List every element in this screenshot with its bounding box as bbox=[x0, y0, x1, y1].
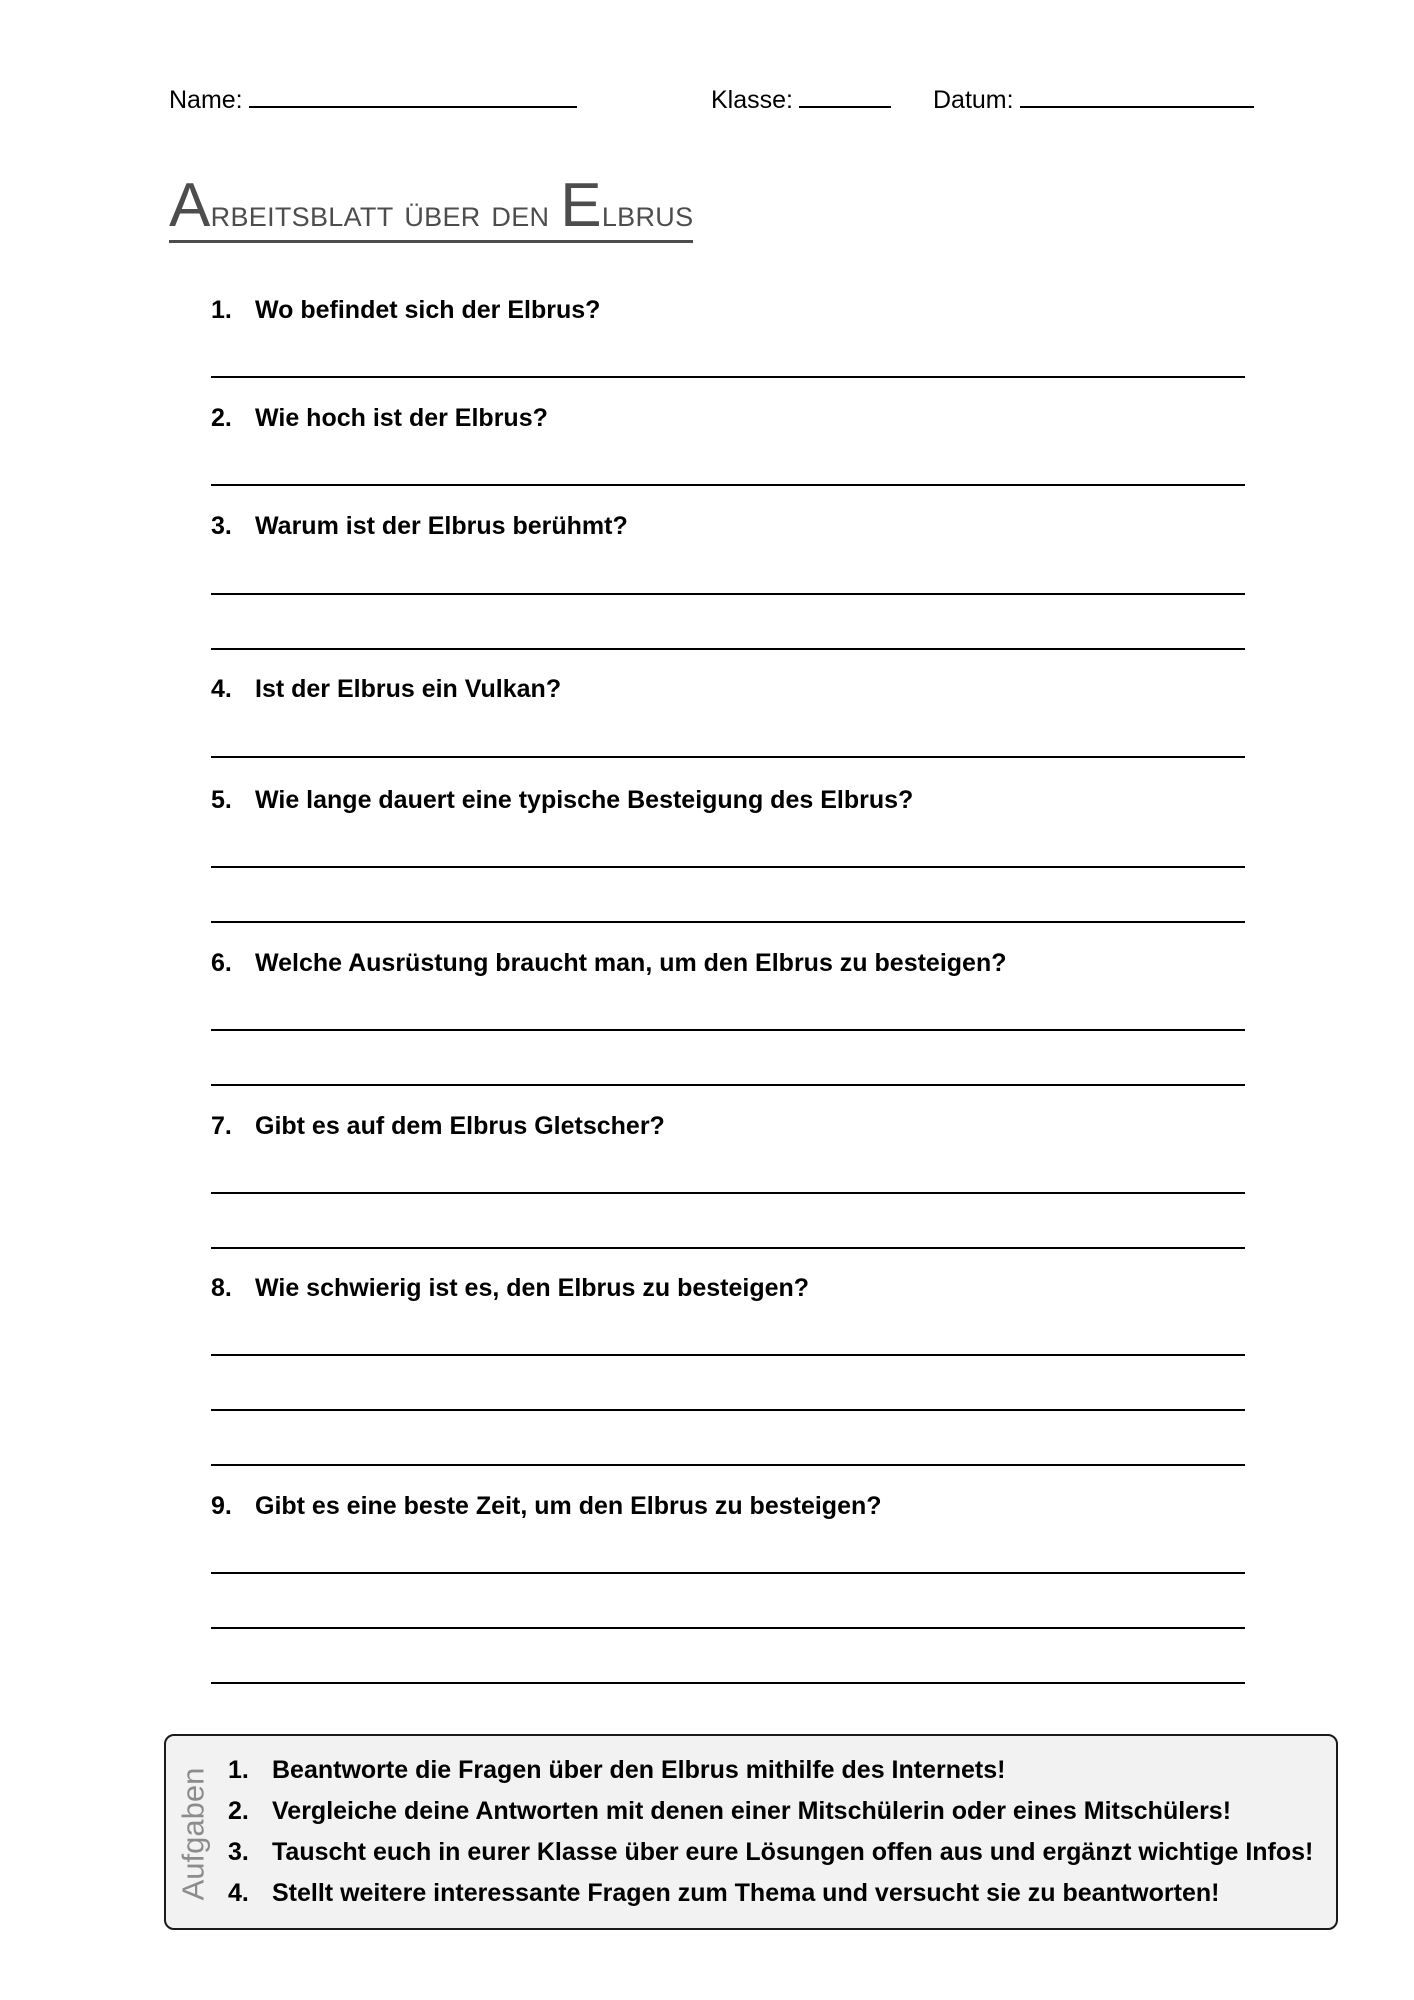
title-capital: E bbox=[560, 171, 602, 240]
answer-line[interactable] bbox=[211, 1084, 1245, 1086]
question-text: Wie hoch ist der Elbrus? bbox=[255, 404, 548, 432]
name-label: Name: bbox=[169, 86, 243, 114]
question-number: 9. bbox=[211, 1492, 232, 1520]
tasks-label-text: Aufgaben bbox=[175, 1767, 211, 1901]
task-number: 4. bbox=[228, 1879, 249, 1907]
question-number: 8. bbox=[211, 1274, 232, 1302]
question-8 bbox=[211, 1274, 809, 1303]
tasks-side-label bbox=[174, 1748, 212, 1920]
title-text: rbeitsblatt über den bbox=[210, 193, 561, 235]
answer-line[interactable] bbox=[211, 1247, 1245, 1249]
task-list bbox=[228, 1750, 1313, 1914]
question-text: Welche Ausrüstung braucht man, um den Elbrus zu besteigen? bbox=[255, 949, 1007, 977]
question-number: 4. bbox=[211, 675, 232, 703]
task-text: Vergleiche deine Antworten mit denen einer Mitschülerin oder eines Mitschülers! bbox=[272, 1797, 1232, 1825]
answer-line[interactable] bbox=[211, 1029, 1245, 1031]
question-2 bbox=[211, 404, 548, 433]
question-text: Wie schwierig ist es, den Elbrus zu besteigen? bbox=[255, 1274, 810, 1302]
question-text: Warum ist der Elbrus berühmt? bbox=[255, 512, 628, 540]
task-text: Stellt weitere interessante Fragen zum Thema und versucht sie zu beantworten! bbox=[272, 1879, 1220, 1907]
answer-line[interactable] bbox=[211, 921, 1245, 923]
task-number: 1. bbox=[228, 1756, 249, 1784]
question-number: 6. bbox=[211, 949, 232, 977]
title-capital: A bbox=[169, 171, 211, 240]
task-text: Tauscht euch in eurer Klasse über eure Lösungen offen aus und ergänzt wichtige Infos! bbox=[272, 1838, 1314, 1866]
task-item bbox=[228, 1832, 1313, 1873]
answer-line[interactable] bbox=[211, 1192, 1245, 1194]
task-item bbox=[228, 1791, 1313, 1832]
question-number: 2. bbox=[211, 404, 232, 432]
answer-line[interactable] bbox=[211, 756, 1245, 758]
question-text: Gibt es eine beste Zeit, um den Elbrus zu besteigen? bbox=[255, 1492, 882, 1520]
question-3 bbox=[211, 512, 628, 541]
question-9 bbox=[211, 1492, 882, 1521]
answer-line[interactable] bbox=[211, 1464, 1245, 1466]
question-7 bbox=[211, 1112, 665, 1141]
question-number: 5. bbox=[211, 786, 232, 814]
answer-line[interactable] bbox=[211, 376, 1245, 378]
task-number: 3. bbox=[228, 1838, 249, 1866]
tasks-box bbox=[164, 1734, 1338, 1930]
question-number: 7. bbox=[211, 1112, 232, 1140]
answer-line[interactable] bbox=[211, 1572, 1245, 1574]
class-label: Klasse: bbox=[711, 86, 793, 114]
question-text: Gibt es auf dem Elbrus Gletscher? bbox=[255, 1112, 665, 1140]
answer-line[interactable] bbox=[211, 1627, 1245, 1629]
answer-line[interactable] bbox=[211, 866, 1245, 868]
answer-line[interactable] bbox=[211, 1682, 1245, 1684]
task-number: 2. bbox=[228, 1797, 249, 1825]
question-text: Ist der Elbrus ein Vulkan? bbox=[255, 675, 562, 703]
answer-line[interactable] bbox=[211, 648, 1245, 650]
answer-line[interactable] bbox=[211, 593, 1245, 595]
question-6 bbox=[211, 949, 1007, 978]
task-text: Beantworte die Fragen über den Elbrus mithilfe des Internets! bbox=[272, 1756, 1006, 1784]
question-4 bbox=[211, 675, 561, 704]
question-text: Wie lange dauert eine typische Besteigung des Elbrus? bbox=[255, 786, 914, 814]
title-text: lbrus bbox=[601, 193, 694, 235]
question-5 bbox=[211, 786, 913, 815]
question-text: Wo befindet sich der Elbrus? bbox=[255, 296, 601, 324]
answer-line[interactable] bbox=[211, 1409, 1245, 1411]
task-item bbox=[228, 1873, 1313, 1914]
answer-line[interactable] bbox=[211, 1354, 1245, 1356]
date-label: Datum: bbox=[933, 86, 1014, 114]
answer-line[interactable] bbox=[211, 484, 1245, 486]
task-item bbox=[228, 1750, 1313, 1791]
question-1 bbox=[211, 296, 600, 325]
question-number: 1. bbox=[211, 296, 232, 324]
question-number: 3. bbox=[211, 512, 232, 540]
